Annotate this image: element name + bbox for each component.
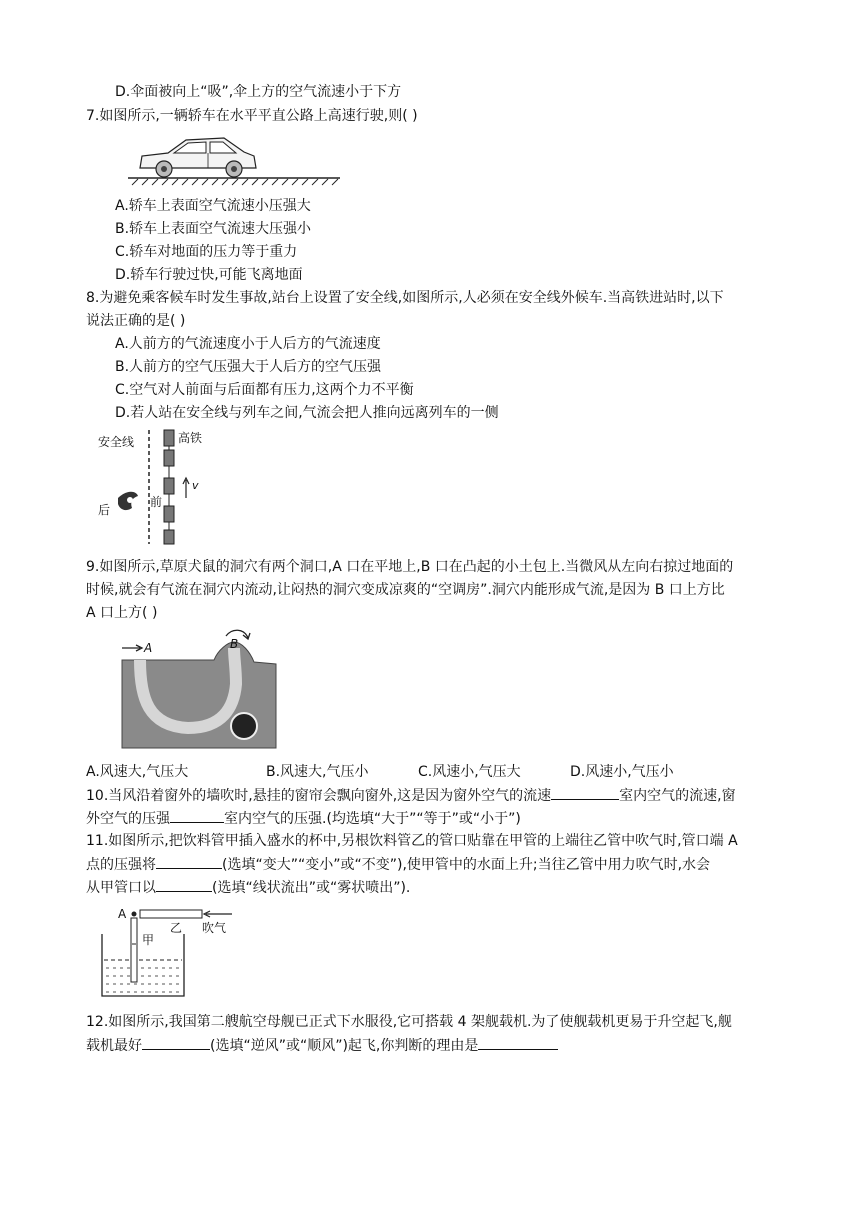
q11-line3-text: 从甲管口以	[86, 880, 156, 896]
q11-blank-2[interactable]	[156, 877, 212, 892]
q10-line1	[86, 785, 736, 806]
safety-line-label: 安全线	[98, 435, 135, 449]
back-label: 后	[98, 503, 111, 517]
platform-figure	[96, 428, 226, 546]
q8-stem-line2: 说法正确的是( )	[86, 313, 186, 329]
q12-line1: 12.如图所示,我国第二艘航空母舰已正式下水服役,它可搭载 4 架舰载机.为了使舰载机更易于升空起飞,舰	[86, 1014, 732, 1030]
q10-line2	[86, 808, 521, 829]
q10-blank-1[interactable]	[551, 785, 619, 800]
q10-line2-text: 外空气的压强	[86, 811, 170, 827]
q11-line2-text-end: (选填“变大”“变小”或“不变”),使甲管中的水面上升;当往乙管中用力吹气时,水会	[222, 857, 711, 873]
straw-figure	[96, 904, 246, 1000]
q12-line2	[86, 1035, 558, 1056]
q8-option-b: B.人前方的空气压强大于人后方的空气压强	[115, 359, 382, 375]
q10-line1-text-end: 室内空气的流速,窗	[619, 788, 736, 804]
blow-label: 吹气	[202, 921, 227, 935]
train-label: 高铁	[178, 431, 203, 445]
q12-line2-text-end: (选填“逆风”或“顺风”)起飞,你判断的理由是	[210, 1038, 479, 1054]
q9-stem-line2: 时候,就会有气流在洞穴内流动,让闷热的洞穴变成凉爽的“空调房”.洞穴内能形成气流,是因为 B 口上方比	[86, 582, 725, 598]
q11-line1: 11.如图所示,把饮料管甲插入盛水的杯中,另根饮料管乙的管口贴靠在甲管的上端往乙管中吹气时,管口端 A	[86, 833, 738, 849]
q9-option-c: C.风速小,气压大	[418, 764, 521, 780]
q12-blank-2[interactable]	[478, 1035, 558, 1050]
q11-line3-text-end: (选填“线状流出”或“雾状喷出”).	[212, 880, 411, 896]
q7-option-a: A.轿车上表面空气流速小压强大	[115, 198, 311, 214]
q7-stem: 7.如图所示,一辆轿车在水平平直公路上高速行驶,则( )	[86, 108, 418, 124]
q10-line1-text: 10.当风沿着窗外的墙吹时,悬挂的窗帘会飘向窗外,这是因为窗外空气的流速	[86, 788, 552, 804]
car-figure	[128, 134, 346, 188]
q8-option-a: A.人前方的气流速度小于人后方的气流速度	[115, 336, 381, 352]
q9-option-a: A.风速大,气压大	[86, 764, 189, 780]
q9-option-d: D.风速小,气压小	[570, 764, 674, 780]
q7-option-c: C.轿车对地面的压力等于重力	[115, 244, 298, 260]
q7-option-b: B.轿车上表面空气流速大压强小	[115, 221, 312, 237]
q8-stem-line1: 8.为避免乘客候车时发生事故,站台上设置了安全线,如图所示,人必须在安全线外候车.当高铁进站时,以下	[86, 290, 724, 306]
q11-line3	[86, 877, 410, 898]
tube-jia-label: 甲	[142, 933, 155, 947]
q8-option-c: C.空气对人前面与后面都有压力,这两个力不平衡	[115, 382, 414, 398]
q11-blank-1[interactable]	[156, 854, 222, 869]
q9-option-b: B.风速大,气压小	[266, 764, 369, 780]
tube-yi-label: 乙	[170, 921, 183, 935]
q10-blank-2[interactable]	[170, 808, 224, 823]
q9-stem-line1: 9.如图所示,草原犬鼠的洞穴有两个洞口,A 口在平地上,B 口在凸起的小土包上.当微风从左向右掠过地面的	[86, 559, 734, 575]
q9-stem-line3: A 口上方( )	[86, 605, 158, 621]
velocity-label: v	[192, 479, 199, 492]
hole-b-label: B	[230, 637, 239, 651]
q10-line2-text-end: 室内空气的压强.(均选填“大于”“等于”或“小于”)	[224, 811, 521, 827]
point-a-label: A	[118, 907, 127, 921]
q6-option-d: D.伞面被向上“吸”,伞上方的空气流速小于下方	[115, 84, 402, 100]
q12-blank-1[interactable]	[142, 1035, 210, 1050]
q7-option-d: D.轿车行驶过快,可能飞离地面	[115, 267, 303, 283]
q8-option-d: D.若人站在安全线与列车之间,气流会把人推向远离列车的一侧	[115, 405, 499, 421]
burrow-figure	[118, 628, 278, 750]
q11-line2-text: 点的压强将	[86, 857, 156, 873]
front-label: 前	[150, 495, 163, 509]
q12-line2-text: 载机最好	[86, 1038, 142, 1054]
hole-a-label: A	[144, 641, 153, 655]
q11-line2	[86, 854, 710, 875]
